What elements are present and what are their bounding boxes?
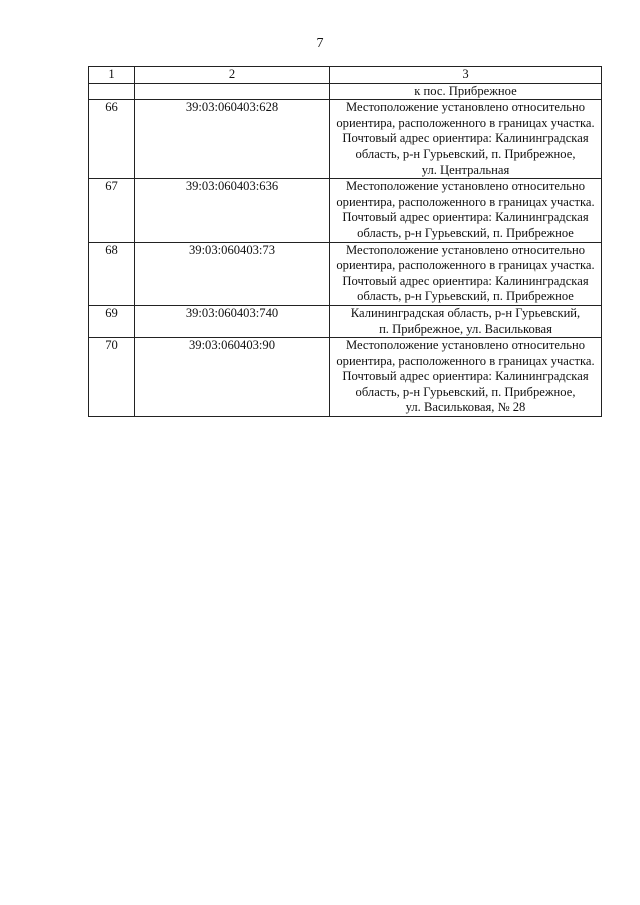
- row-number: 67: [89, 179, 135, 242]
- column-header-2: 2: [135, 67, 330, 84]
- row-number: 68: [89, 242, 135, 305]
- cadastral-number: 39:03:060403:90: [135, 338, 330, 417]
- table-header-row: [89, 67, 602, 84]
- location-line: ориентира, расположенного в границах участка.: [336, 115, 595, 130]
- cadastral-number: 39:03:060403:73: [135, 242, 330, 305]
- table-row: [89, 338, 602, 417]
- location-line: Почтовый адрес ориентира: Калининградская: [342, 131, 589, 146]
- location-line: ул. Центральная: [421, 162, 510, 177]
- location-line: ориентира, расположенного в границах участка.: [336, 258, 595, 273]
- row-number: 69: [89, 305, 135, 337]
- table-row: [89, 305, 602, 337]
- table-row: [89, 179, 602, 242]
- continuation-cell-2: [135, 83, 330, 100]
- location-line: область, р-н Гурьевский, п. Прибрежное,: [355, 146, 576, 161]
- row-number: 66: [89, 100, 135, 179]
- location-line: Почтовый адрес ориентира: Калининградская: [342, 369, 589, 384]
- location-line: ориентира, расположенного в границах участка.: [336, 194, 595, 209]
- cadastral-number: 39:03:060403:740: [135, 305, 330, 337]
- location-line: Калининградская область, р-н Гурьевский,: [350, 305, 581, 320]
- table-row: [89, 100, 602, 179]
- cadastral-number: 39:03:060403:636: [135, 179, 330, 242]
- location-line: Местоположение установлено относительно: [345, 179, 586, 194]
- column-header-3: 3: [330, 67, 602, 84]
- location-line: Почтовый адрес ориентира: Калининградская: [342, 273, 589, 288]
- location-line: область, р-н Гурьевский, п. Прибрежное: [357, 289, 574, 304]
- location-description: [330, 305, 602, 337]
- location-line: Местоположение установлено относительно: [345, 338, 586, 353]
- location-description: [330, 179, 602, 242]
- location-description: [330, 100, 602, 179]
- page-number: 7: [316, 36, 324, 51]
- location-line: ул. Васильковая, № 28: [405, 400, 526, 415]
- location-line: Почтовый адрес ориентира: Калининградская: [342, 210, 589, 225]
- location-line: п. Прибрежное, ул. Васильковая: [379, 321, 552, 336]
- location-description: [330, 338, 602, 417]
- location-line: Местоположение установлено относительно: [345, 100, 586, 115]
- column-header-1: 1: [89, 67, 135, 84]
- cadastral-number: 39:03:060403:628: [135, 100, 330, 179]
- location-line: ориентира, расположенного в границах участка.: [336, 353, 595, 368]
- continuation-cell-3: к пос. Прибрежное: [330, 83, 602, 100]
- continuation-row: [89, 83, 602, 100]
- continuation-cell-1: [89, 83, 135, 100]
- row-number: 70: [89, 338, 135, 417]
- table-row: [89, 242, 602, 305]
- location-line: область, р-н Гурьевский, п. Прибрежное,: [355, 384, 576, 399]
- parcel-table: [88, 66, 602, 417]
- location-line: Местоположение установлено относительно: [345, 242, 586, 257]
- location-description: [330, 242, 602, 305]
- location-line: область, р-н Гурьевский, п. Прибрежное: [357, 225, 574, 240]
